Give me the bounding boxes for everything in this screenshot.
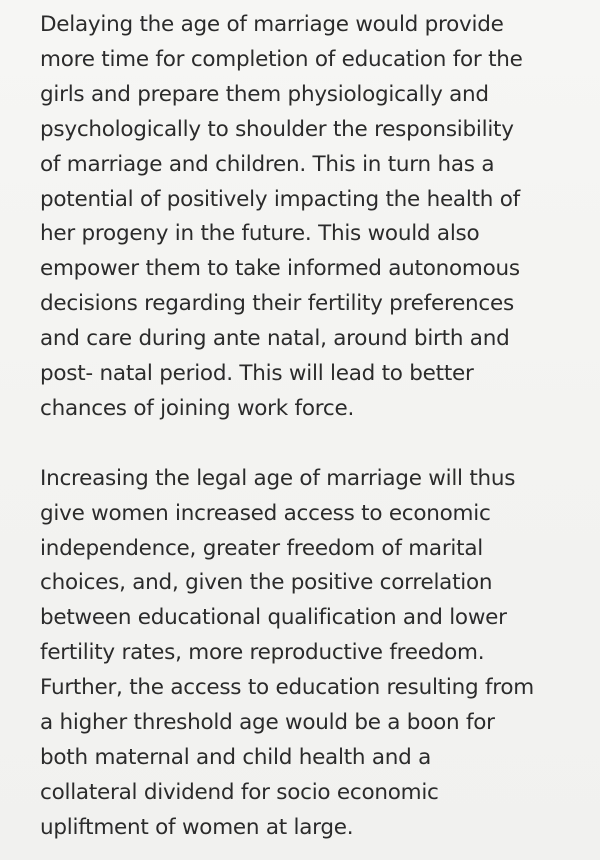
text-line: both maternal and child health and a [40, 745, 432, 771]
text-line: psychologically to shoulder the responsibility [40, 116, 514, 142]
text-line: Delaying the age of marriage would provide [40, 12, 504, 37]
text-line: potential of positively impacting the health of [40, 186, 520, 212]
text-line: Increasing the legal age of marriage will thus [40, 465, 516, 491]
text-line: independence, greater freedom of marital [40, 535, 483, 561]
text-line: give women increased access to economic [40, 500, 491, 526]
text-line: girls and prepare them physiologically and [40, 81, 489, 107]
text-line: Further, the access to education resulting from [40, 675, 534, 701]
text-line: her progeny in the future. This would also [40, 221, 480, 247]
text-line: empower them to take informed autonomous [40, 256, 520, 282]
text-line: choices, and, given the positive correlation [40, 570, 493, 596]
text-line: between educational qualification and lower [40, 605, 507, 631]
text-line: a higher threshold age would be a boon for [40, 710, 495, 736]
text-line: fertility rates, more reproductive freedom. [40, 640, 485, 666]
text-line: of marriage and children. This in turn has a [40, 151, 495, 177]
paragraph-1 [40, 8, 580, 427]
text-line: collateral dividend for socio economic [40, 779, 439, 805]
text-line: more time for completion of education for the [40, 46, 523, 72]
text-line: decisions regarding their fertility preferences [40, 291, 514, 317]
text-line: and care during ante natal, around birth and [40, 326, 510, 352]
text-line: post- natal period. This will lead to better [40, 361, 474, 387]
text-line: chances of joining work force. [40, 395, 355, 421]
text-line: upliftment of women at large. [40, 814, 354, 840]
paragraph-2 [40, 462, 580, 846]
